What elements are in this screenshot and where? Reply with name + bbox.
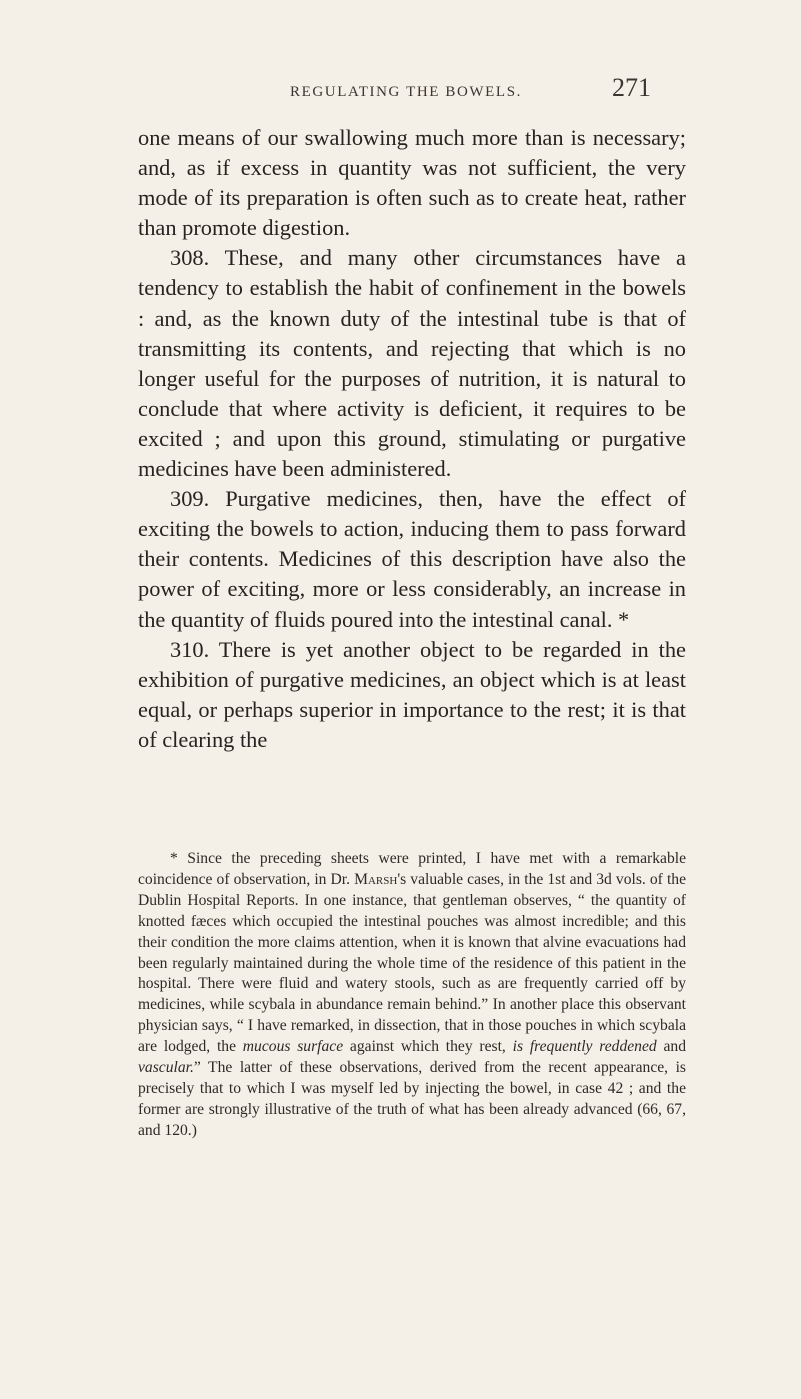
running-title: REGULATING THE BOWELS. bbox=[290, 84, 522, 100]
main-text bbox=[138, 123, 686, 755]
page-number: 271 bbox=[612, 73, 651, 102]
footnote bbox=[138, 849, 686, 1142]
footnote-part-4: and bbox=[656, 1038, 686, 1056]
footnote-part-1: * Since the preceding sheets were printed, I have met with a remarkable coincidence of observation, in Dr. bbox=[138, 850, 686, 888]
footnote-italic-2: is frequently reddened bbox=[512, 1038, 657, 1056]
paragraph-continuation: one means of our swallowing much more than is necessary; and, as if excess in quantity was not sufficient, the very mode of its preparation is often such as to create heat, rather than promote digestion. bbox=[138, 125, 686, 241]
footnote-part-3: against which they rest, bbox=[343, 1038, 513, 1056]
paragraph-308: 308. These, and many other circumstances have a tendency to establish the habit of confinement in the bowels : and, as the known duty of the intestinal tube is that of transmitting its contents, and rejecting that which is no longer useful for the purposes of nutrition, it is natural to conclude that where activity is deficient, it requires to be excited ; and upon this ground, stimulating or purgative medicines have been administered. bbox=[138, 245, 686, 482]
footnote-author: Marsh bbox=[354, 870, 398, 888]
paragraph-309: 309. Purgative medicines, then, have the effect of exciting the bowels to action, inducing them to pass forward their contents. Medicines of this description have also the power of exciting, more or less considerably, an increase in the quantity of fluids poured into the intestinal canal. * bbox=[138, 486, 686, 632]
footnote-part-5: ” The latter of these observations, derived from the recent appearance, is precisely that to which I was myself led by injecting the bowel, in case 42 ; and the former are strongly illustrative of the truth of what has been already advanced (66, 67, and 120.) bbox=[138, 1059, 686, 1139]
footnote-part-2: 's valuable cases, in the 1st and 3d vols. of the Dublin Hospital Reports. In one instance, that gentleman observes, “ the quantity of knotted fæces which occupied the intestinal pouches was almost incredible; and this their condition the more claims attention, when it is known that alvine evacuations had been regularly maintained during the whole time of the residence of this patient in the hospital. There were fluid and watery stools, such as are frequently carried off by medicines, while scybala in abundance remain behind.” In another place this observant physician says, “ I have remarked, in dissection, that in those pouches in which scybala are lodged, the bbox=[138, 870, 686, 1056]
footnote-italic-3: vascular. bbox=[138, 1059, 194, 1077]
footnote-text bbox=[138, 849, 686, 1142]
paragraph-310: 310. There is yet another object to be regarded in the exhibition of purgative medicines, an object which is at least equal, or perhaps superior in importance to the rest; it is that of clearing the bbox=[138, 636, 686, 752]
footnote-italic-1: mucous surface bbox=[242, 1038, 344, 1056]
